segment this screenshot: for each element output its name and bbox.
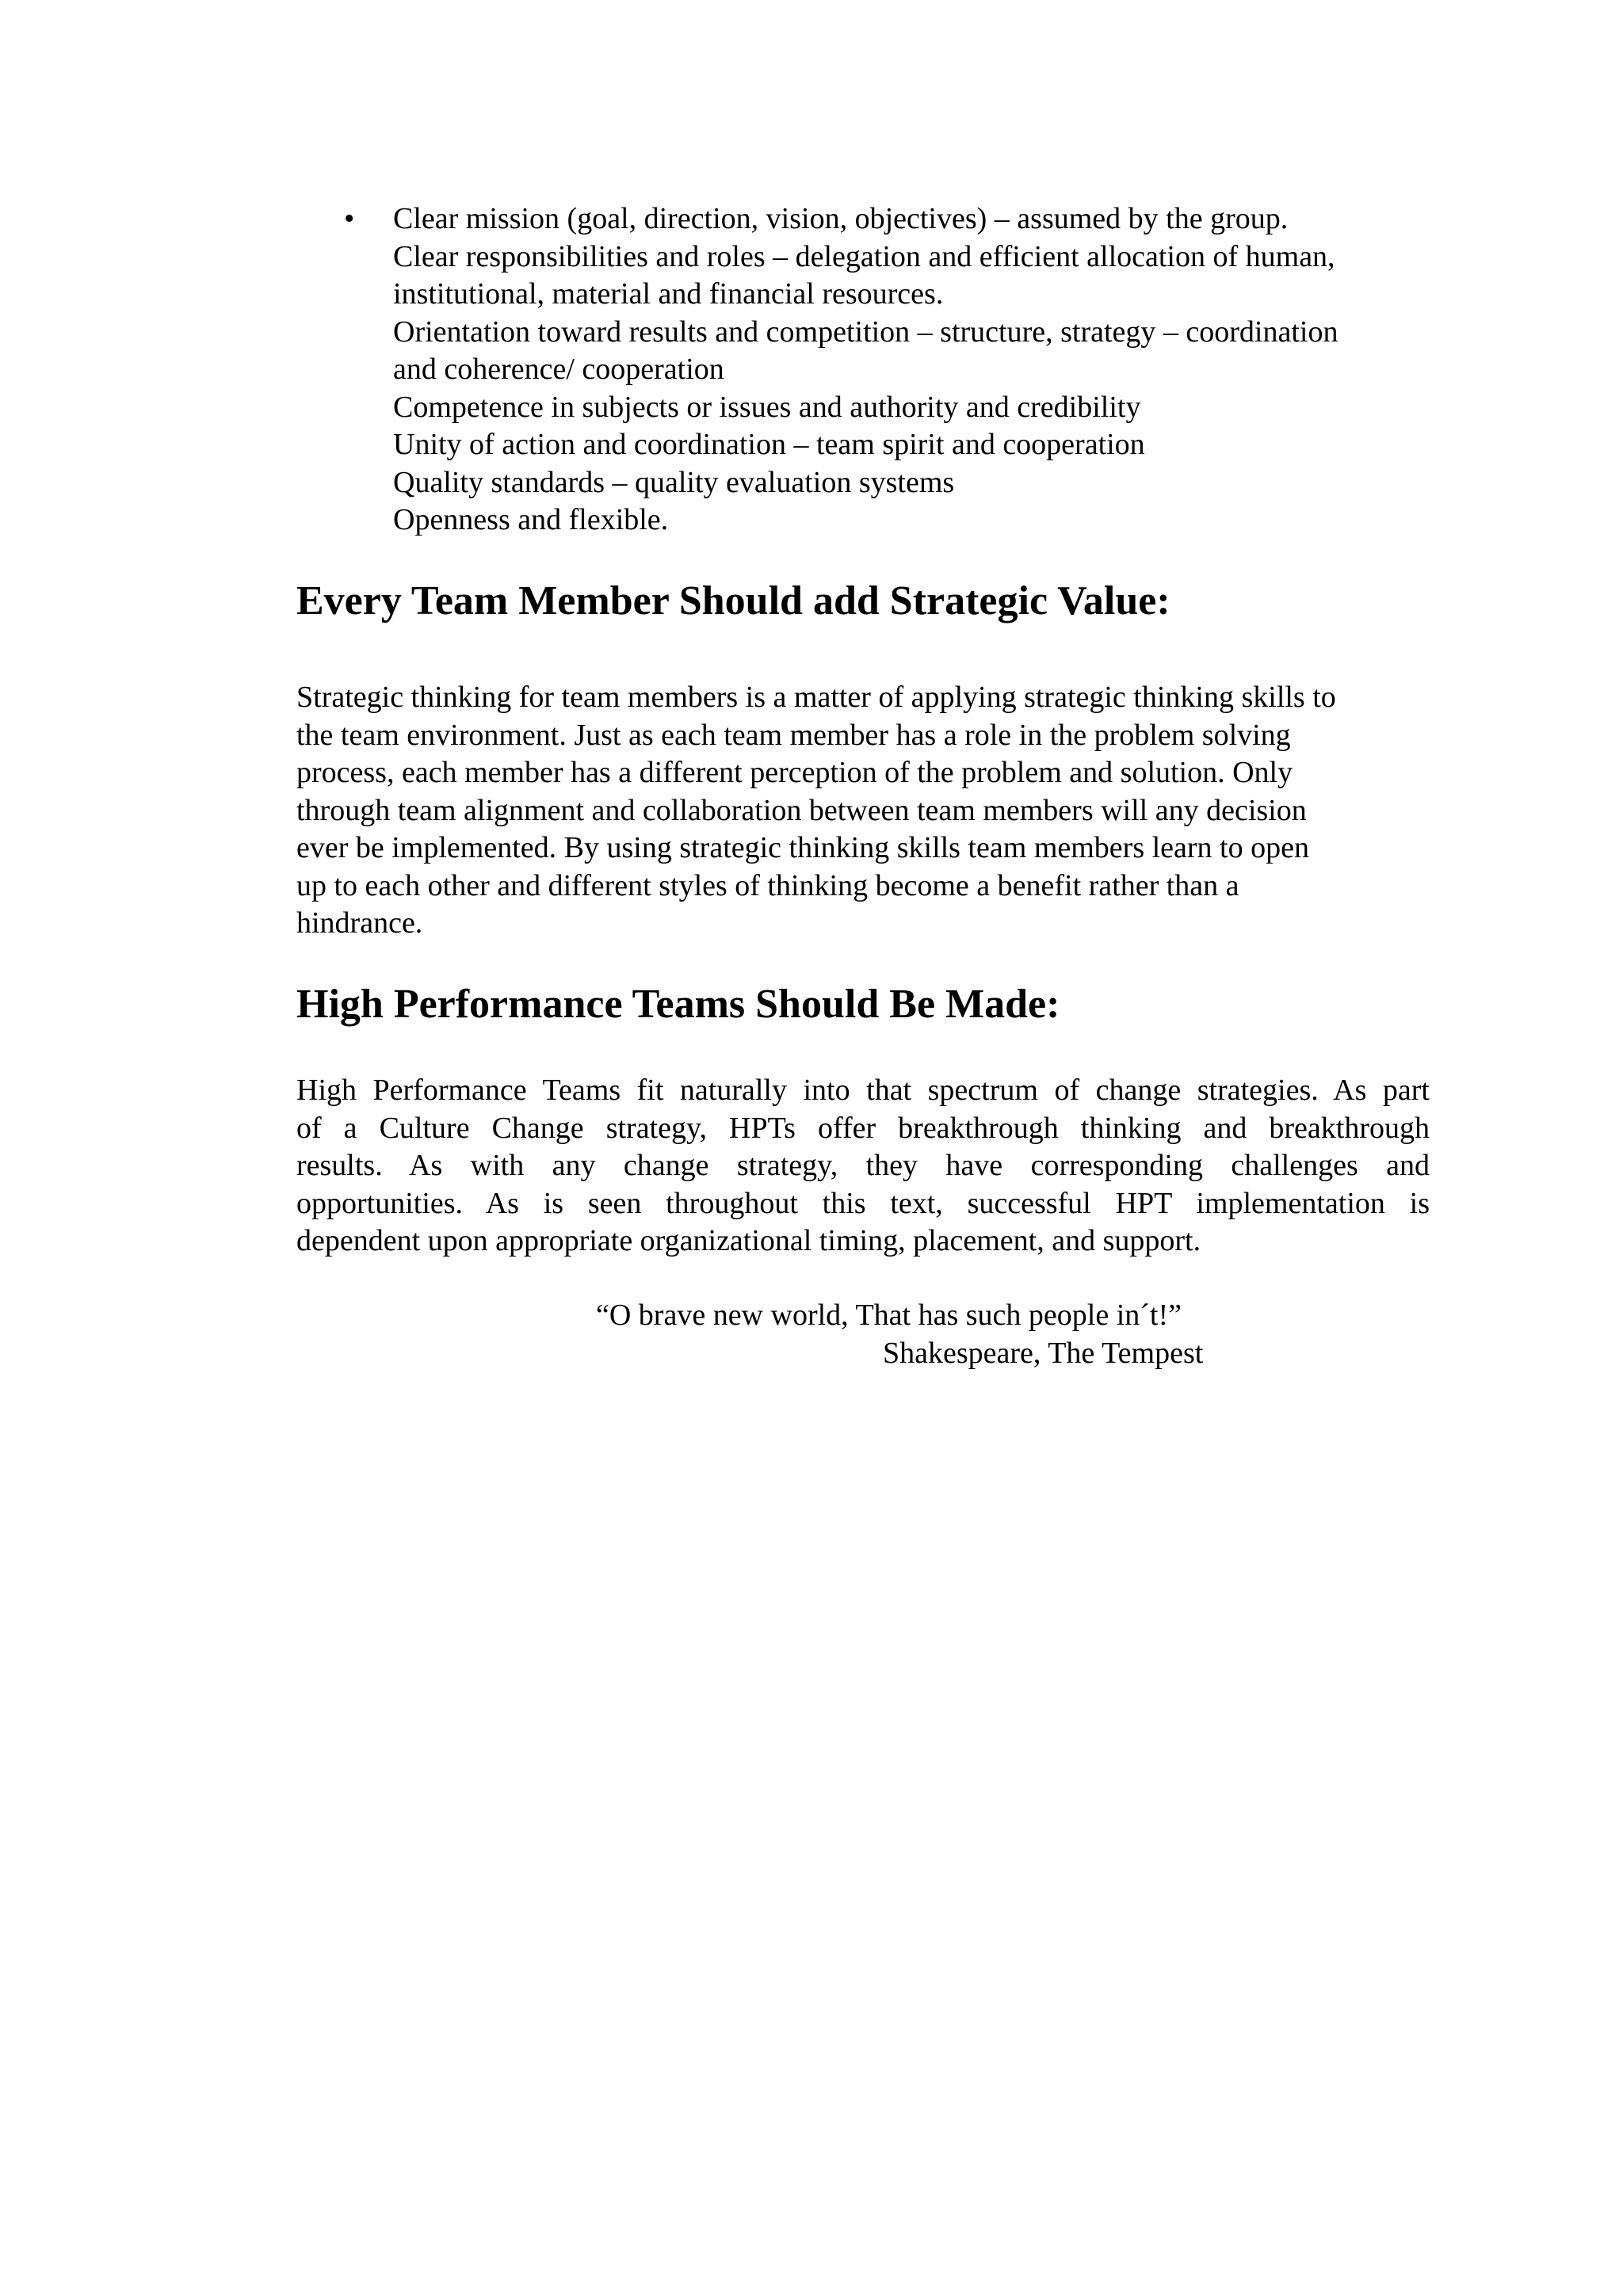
paragraph-line: of a Culture Change strategy, HPTs offer breakthrough thinking and breakthrough: [296, 1111, 1430, 1145]
paragraph-line: up to each other and different styles of thinking become a benefit rather than a: [296, 868, 1239, 902]
paragraph-line: through team alignment and collaboration between team members will any decision: [296, 793, 1307, 827]
bullet-line: Quality standards – quality evaluation systems: [393, 465, 955, 499]
bullet-icon: •: [344, 202, 355, 235]
paragraph-line: Strategic thinking for team members is a matter of applying strategic thinking skills to: [296, 681, 1336, 714]
paragraph-line: hindrance.: [296, 906, 423, 940]
paragraph-high-performance-teams: [296, 1072, 1430, 1261]
paragraph-line: the team environment. Just as each team member has a role in the problem solving: [296, 718, 1291, 752]
paragraph-line: process, each member has a different perception of the problem and solution. Only: [296, 756, 1293, 789]
paragraph-line: opportunities. As is seen throughout this text, successful HPT implementation is: [296, 1186, 1430, 1220]
quote-attribution: Shakespeare, The Tempest: [883, 1337, 1204, 1370]
bullet-line: and coherence/ cooperation: [393, 353, 724, 386]
bullet-line: Orientation toward results and competition – structure, strategy – coordination: [393, 315, 1338, 349]
paragraph-line: dependent upon appropriate organizational timing, placement, and support.: [296, 1224, 1201, 1257]
bullet-line: Clear mission (goal, direction, vision, objectives) – assumed by the group.: [393, 202, 1289, 235]
bullet-line: Competence in subjects or issues and authority and credibility: [393, 390, 1141, 424]
section-heading-high-performance-teams: High Performance Teams Should Be Made:: [296, 982, 1060, 1027]
bullet-line: Openness and flexible.: [393, 503, 669, 536]
bullet-line: Clear responsibilities and roles – delegation and efficient allocation of human,: [393, 239, 1335, 273]
paragraph-line: results. As with any change strategy, they have corresponding challenges and: [296, 1149, 1430, 1182]
paragraph-line: ever be implemented. By using strategic thinking skills team members learn to open: [296, 831, 1309, 864]
bullet-line: Unity of action and coordination – team spirit and cooperation: [393, 428, 1145, 461]
paragraph-line: High Performance Teams fit naturally into that spectrum of change strategies. As part: [296, 1074, 1430, 1107]
section-heading-strategic-value: Every Team Member Should add Strategic Value:: [296, 578, 1170, 624]
bullet-line: institutional, material and financial resources.: [393, 277, 944, 311]
bullet-list: [344, 200, 1455, 540]
paragraph-strategic-thinking: [296, 679, 1430, 943]
quote-text: “O brave new world, That has such people in´t!”: [596, 1299, 1182, 1332]
